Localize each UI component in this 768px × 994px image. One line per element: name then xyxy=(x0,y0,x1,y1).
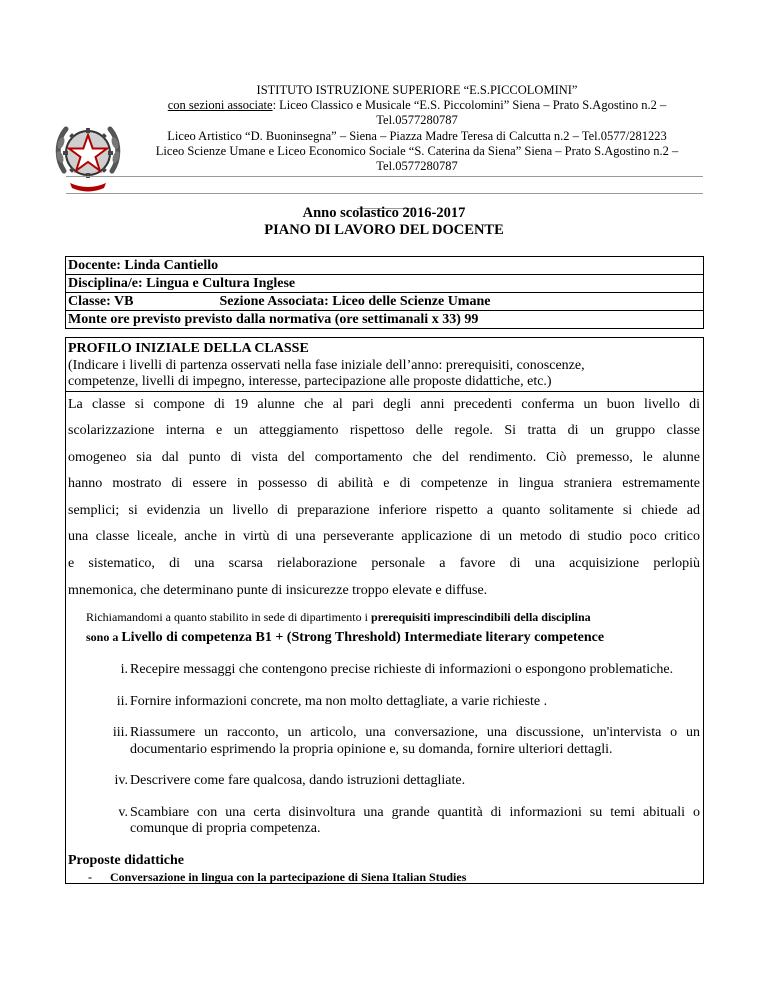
prerequisites-list xyxy=(66,662,703,838)
sezione-value: Sezione Associata: Liceo delle Scienze Umane xyxy=(219,294,491,309)
profile-body-line: La classe si compone di 19 alunne che al pari degli anni precedenti conferma un buon livello di xyxy=(68,396,700,412)
list-item-number: ii. xyxy=(116,693,128,709)
list-item-text: Recepire messaggi che contengono precise richieste di informazioni o espongono problematiche. xyxy=(130,662,674,678)
list-item-number: iv. xyxy=(114,773,128,789)
profile-body-line: e sistematico, di una scarsa rielaborazione personale a favore di una acquisizione perlopiù xyxy=(68,556,700,572)
header-line-artistico: Liceo Artistico “D. Buoninsegna” – Siena – Piazza Madre Teresa di Calcutta n.2 – Tel.0577/281223 xyxy=(167,128,667,143)
list-item-text: Scambiare con una certa disinvoltura una grande quantità di informazioni su temi abituali o comunque di propria competenza. xyxy=(130,804,700,837)
profile-header xyxy=(66,338,703,391)
header-line-scienze-umane: Liceo Scienze Umane e Liceo Economico Sociale “S. Caterina da Siena” Siena – Prato S.Agostino n.2 – xyxy=(155,143,679,158)
profile-body-line: omogeneo sia dal punto di vista del comportamento che del rendimento. Ciò premesso, le alunne xyxy=(68,449,700,465)
italian-republic-emblem xyxy=(52,113,124,193)
profile-heading: PROFILO INIZIALE DELLA CLASSE xyxy=(68,341,309,356)
list-item-text: Descrivere come fare qualcosa, dando istruzioni dettagliate. xyxy=(130,773,466,789)
list-item xyxy=(66,694,700,711)
req-level: Livello di competenza B1 + (Strong Threshold) Intermediate literary competence xyxy=(121,630,605,646)
list-item-text: Fornire informazioni concrete, ma non molto dettagliate, a varie richieste . xyxy=(130,693,548,709)
info-row-classe xyxy=(66,293,703,311)
info-row-monte-ore: Monte ore previsto previsto dalla normativa (ore settimanali x 33) 99 xyxy=(68,312,479,327)
header-line-sections xyxy=(136,98,698,113)
list-item xyxy=(66,773,700,790)
school-year-title: Anno scolastico 2016-2017 xyxy=(302,205,466,221)
school-name: ISTITUTO ISTRUZIONE SUPERIORE “E.S.PICCOLOMINI” xyxy=(256,83,578,97)
list-item xyxy=(66,662,700,679)
proposal-text: Conversazione in lingua con la partecipazione di Siena Italian Studies xyxy=(110,869,467,884)
profile-body-line: scolarizzazione interna e un atteggiamento rispettoso delle regole. Si tratta di un gruppo classe xyxy=(68,423,700,439)
header-divider-1 xyxy=(66,176,703,177)
profile-body-line: una classe liceale, anche in virtù di una perseverante applicazione di un metodo di studio poco critico xyxy=(68,529,700,545)
school-header xyxy=(136,83,698,174)
list-item-text: Riassumere un racconto, un articolo, una conversazione, una discussione, un'intervista o un documentario esprimendo la propria opinione e, su domanda, fornire ulteriori dettagli. xyxy=(130,725,700,757)
proposal-item xyxy=(66,869,703,885)
header-tel-2: Tel.0577280787 xyxy=(376,159,458,174)
proposals-title: Proposte didattiche xyxy=(68,852,185,868)
list-item xyxy=(66,805,700,838)
header-tel-1: Tel.0577280787 xyxy=(376,113,458,128)
class-profile-section xyxy=(65,337,704,884)
info-row-disciplina: Disciplina/e: Lingua e Cultura Inglese xyxy=(66,275,703,293)
list-item-number: v. xyxy=(118,804,128,820)
profile-body xyxy=(66,392,703,605)
plan-title: PIANO DI LAVORO DEL DOCENTE xyxy=(264,222,504,238)
classe-value: Classe: VB xyxy=(68,294,134,309)
prerequisites-paragraph xyxy=(66,604,703,648)
proposal-dash: - xyxy=(88,869,92,884)
profile-body-line: mnemonica, che determinano punte di insicurezze troppo elevate e diffuse. xyxy=(68,582,488,598)
profile-hint-line-2: competenze, livelli di impegno, interesse, partecipazione alle proposte didattiche, etc.) xyxy=(68,374,552,389)
list-item-number: i. xyxy=(120,662,128,678)
req-intro: Richiamandomi a quanto stabilito in sede di dipartimento i xyxy=(86,610,371,625)
profile-body-line: semplici; si evidenzia un livello di preparazione inferiore rispetto a quanto solitamente si chiede ad xyxy=(68,502,700,518)
profile-body-line: hanno mostrato di essere in possesso di abilità e di competenze in lingua straniera estremamente xyxy=(68,476,700,492)
req-bold: prerequisiti imprescindibili della disciplina xyxy=(370,610,591,625)
list-item xyxy=(66,725,700,758)
req-sono: sono a xyxy=(86,630,122,645)
profile-hint-line-1: (Indicare i livelli di partenza osservati nella fase iniziale dell’anno: prerequisiti, conoscenze, xyxy=(68,357,585,373)
header-divider-2 xyxy=(66,193,703,194)
sections-rest: : Liceo Classico e Musicale “E.S. Piccolomini” Siena – Prato S.Agostino n.2 – xyxy=(272,98,667,113)
teacher-info-table xyxy=(65,256,704,329)
list-item-number: iii. xyxy=(112,725,128,741)
info-row-docente: Docente: Linda Cantiello xyxy=(66,257,703,275)
sections-label: con sezioni associate xyxy=(167,98,273,113)
